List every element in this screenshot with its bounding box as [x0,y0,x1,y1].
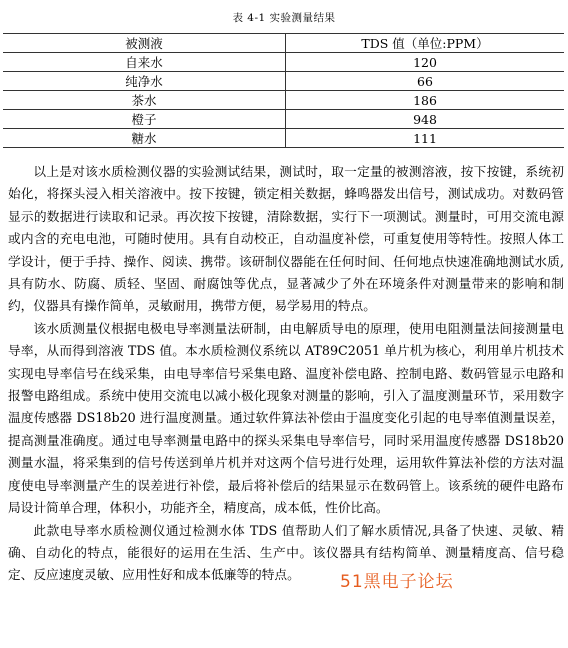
liquid-cell: 糖水 [3,129,286,148]
table-header-row [3,34,564,53]
body-text [8,161,564,587]
tds-cell: 66 [286,72,565,91]
table-row [3,91,564,110]
liquid-cell: 纯净水 [3,72,286,91]
column-header-tds: TDS 值（单位:PPM） [286,34,565,53]
table-row [3,129,564,148]
table-row [3,72,564,91]
liquid-cell: 自来水 [3,53,286,72]
table-row [3,53,564,72]
liquid-cell: 橙子 [3,110,286,129]
tds-cell: 948 [286,110,565,129]
tds-cell: 186 [286,91,565,110]
tds-cell: 120 [286,53,565,72]
tds-cell: 111 [286,129,565,148]
site-watermark: 51黑电子论坛 [340,572,454,592]
paragraph-summary: 此款电导率水质检测仪通过检测水体 TDS 值帮助人们了解水质情况,具备了快速、灵敏、精确、自动化的特点，能很好的运用在生活、生产中。该仪器具有结构简单、测量精度高、信号稳定、反应速度灵敏、应用性好和成本低廉等的特点。 [8,522,564,583]
liquid-cell: 茶水 [3,91,286,110]
column-header-liquid: 被测液 [3,34,286,53]
paragraph-system-design: 该水质测量仪根据电极电导率测量法研制，由电解质导电的原理，使用电阻测量法间接测量电导率，从而得到溶液 TDS 值。本水质检测仪系统以 AT89C2051 单片机为核心，利用单片机技术实现电导率信号在线采集，由电导率信号采集电路、温度补偿电路、控制电路、数码管显示电路和报警电路组成。系统中使用交流电以减小极化现象对测量的影响，引入了温度测量环节，采用数字温度传感器 DS18b20 进行温度测量。通过软件算法补偿由于温度变化引起的电导率值测量误差，提高测量准确度。通过电导率测量电路中的探头采集电导率信号，同时采用温度传感器 DS18b20 测量水温，将采集到的信号传送到单片机并对这两个信号进行处理，运用软件算法补偿的方法对温度使电导率测量产生的误差进行补偿，最后将补偿后的结果显示在数码管上。该系统的硬件电路布局设计简单合理，体积小，功能齐全，精度高，成本低，性价比高。 [8,320,564,516]
table-row [3,110,564,129]
measurement-table [3,33,564,148]
paragraph-test-results: 以上是对该水质检测仪器的实验测试结果，测试时，取一定量的被测溶液，按下按键，系统初始化，将探头浸入相关溶液中。按下按键，锁定相关数据，蜂鸣器发出信号，测试成功。对数码管显示的数据进行读取和记录。再次按下按键，清除数据，实行下一项测试。测量时，可用交流电源或内含的充电电池，可随时使用。具有自动校正，自动温度补偿，可重复使用等特性。按照人体工学设计，便于手持、操作、阅读、携带。该研制仪器能在任何时间、任何地点快速准确地测试水质,具有防水、防腐、质轻、坚固、耐腐蚀等优点，显著减少了外在环境条件对测量带来的影响和制约，仪器具有操作简单，灵敏耐用，携带方便，易学易用的特点。 [8,164,564,314]
table-caption: 表 4-1 实验测量结果 [232,12,336,24]
